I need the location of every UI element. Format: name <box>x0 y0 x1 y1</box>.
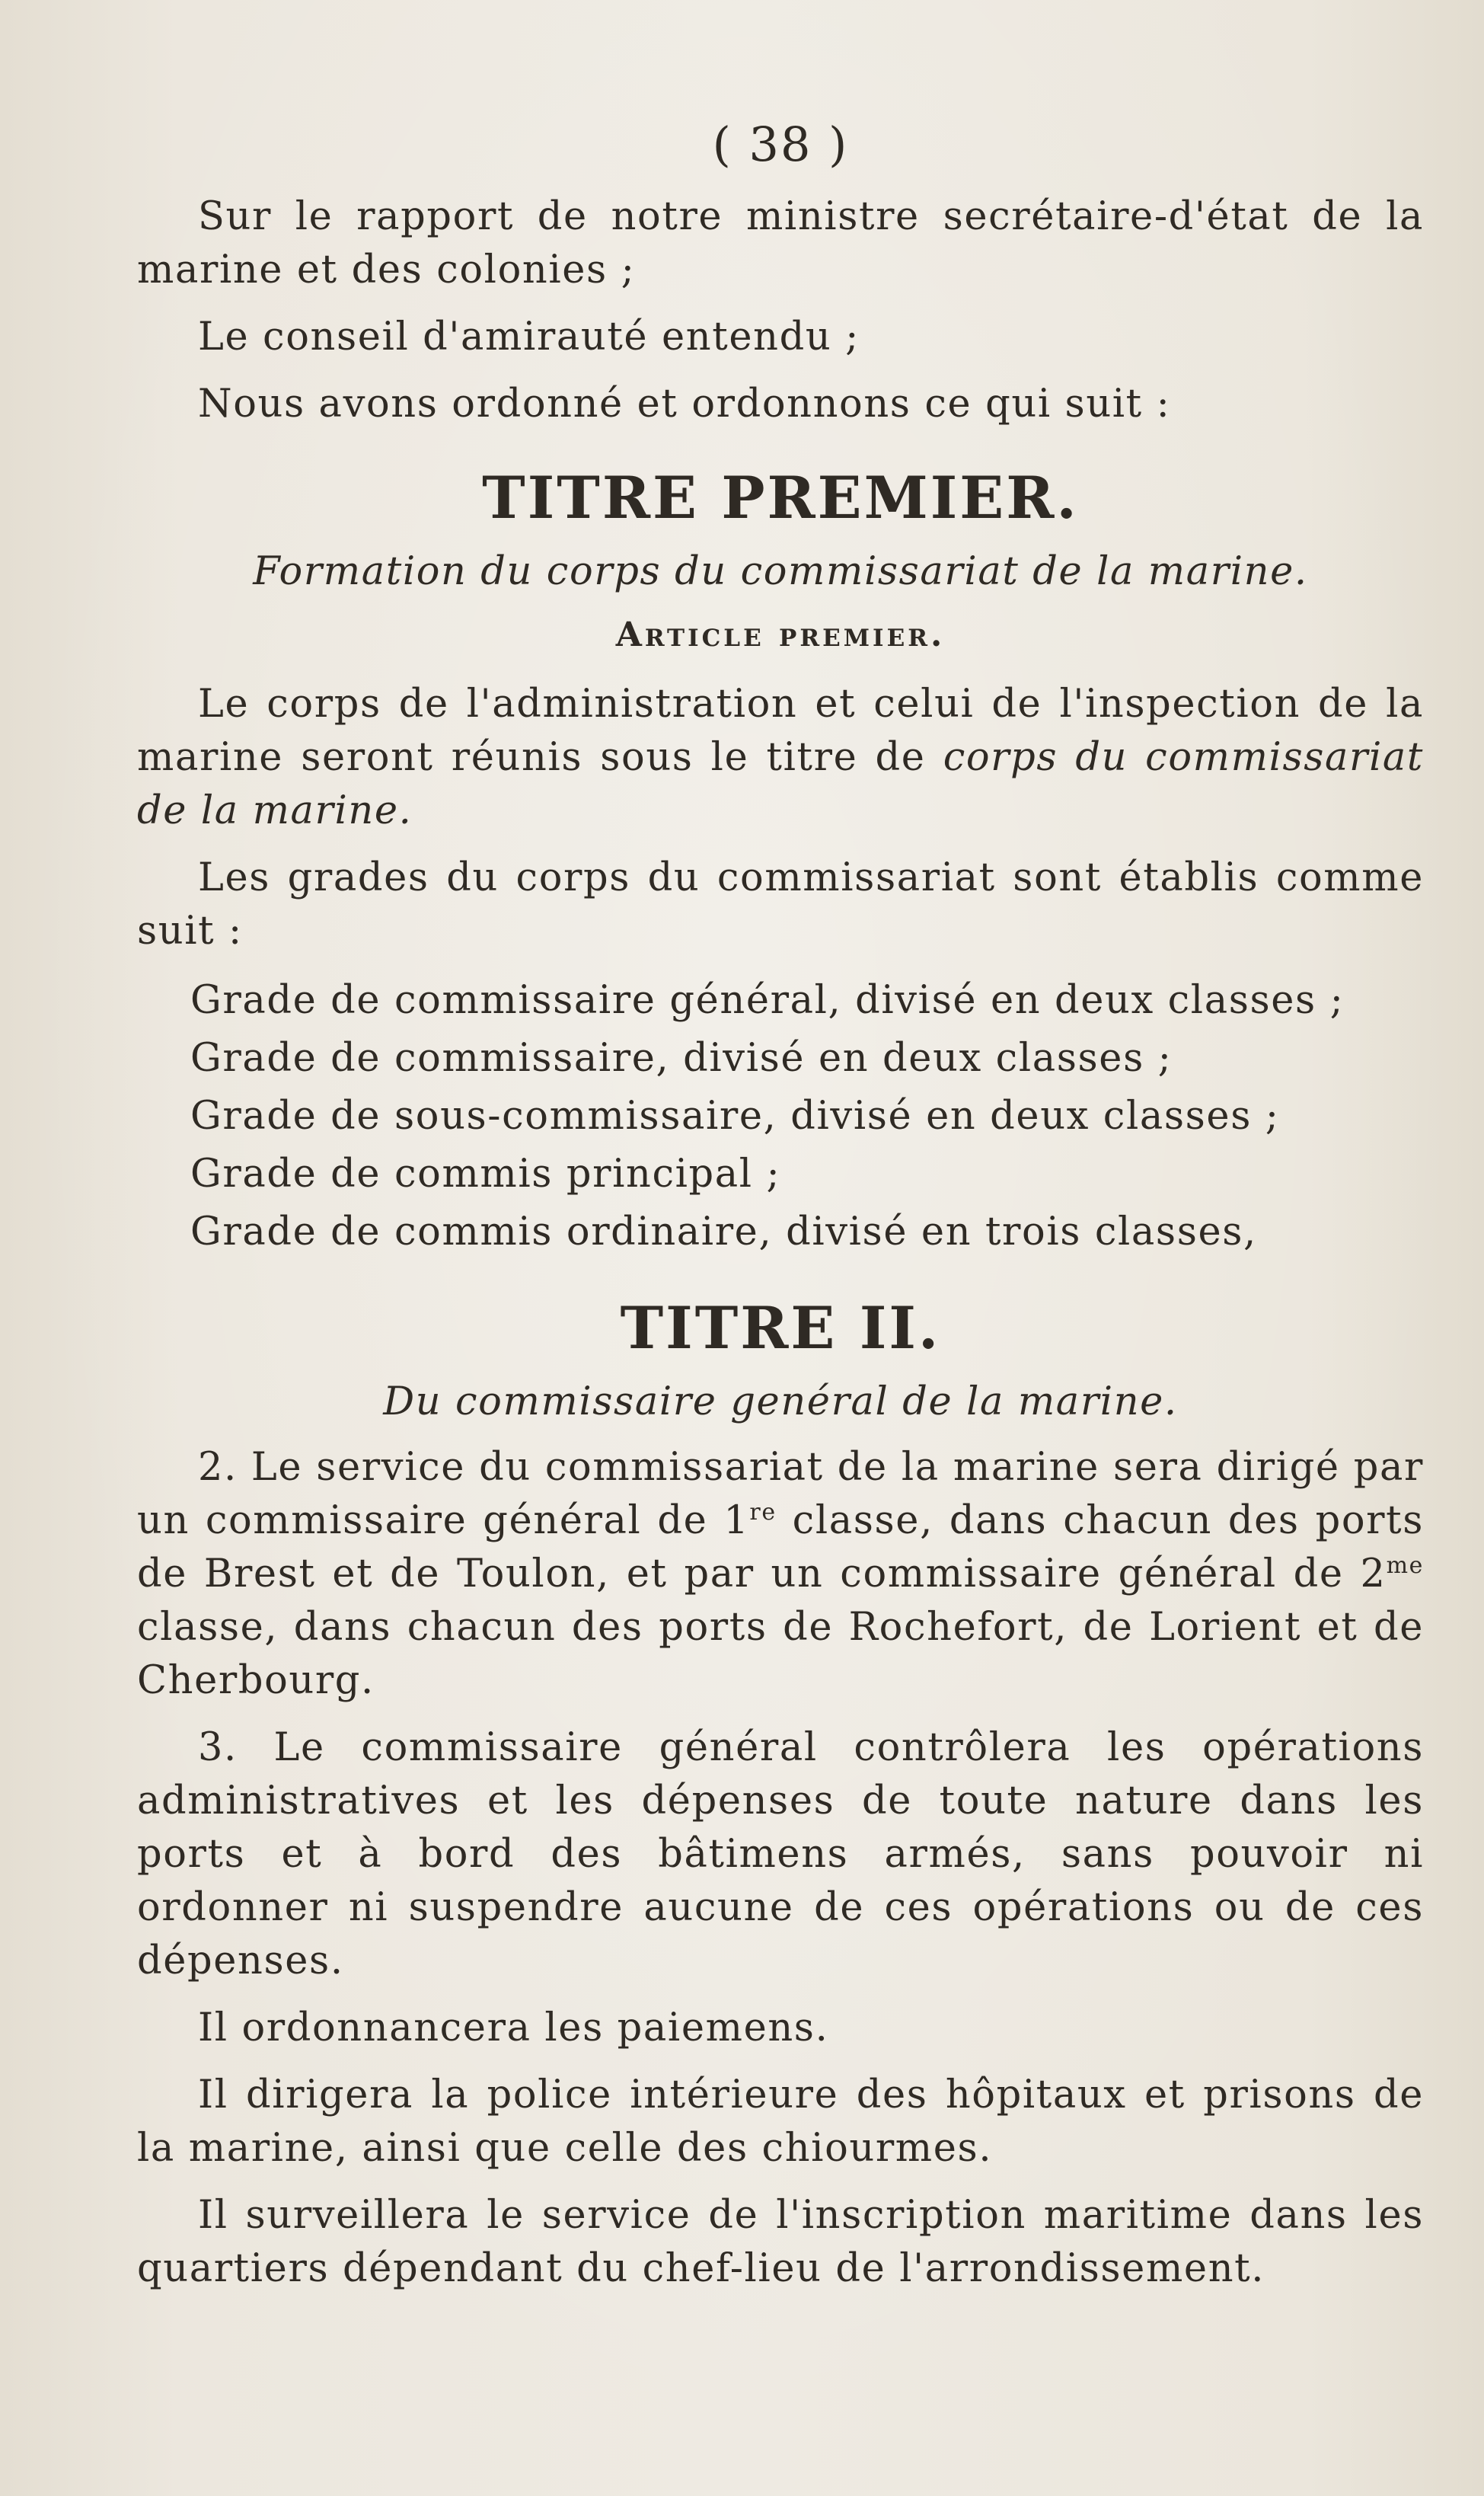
article-2-superscript-2: me <box>1386 1552 1424 1579</box>
paragraph-ordonnancera: Il ordonnancera les paiemens. <box>198 2005 829 2050</box>
article-2-text-b: classe, dans chacun des ports de Brest et de Toulon, et par un commissaire général de 2 <box>137 1498 1424 1596</box>
article-premier-heading: Article premier. <box>615 615 946 654</box>
paragraph-surveillera: Il surveillera le service de l'inscription maritime dans les quartiers dépendant du chef-lieu de l'arrondissement. <box>137 2193 1424 2291</box>
titre-premier-heading: TITRE PREMIER. <box>482 464 1079 532</box>
text-block <box>137 114 1424 2309</box>
page-number: ( 38 ) <box>712 117 849 172</box>
article-3-paragraph: 3. Le commissaire général contrôlera les opérations administratives et les dépenses de toute nature dans les ports et à bord des bâtimens armés, sans pouvoir ni ordonner ni suspendre aucune de ces opérations ou de ces dépenses. <box>137 1725 1424 1983</box>
titre-premier-subtitle: Formation du corps du commissariat de la marine. <box>253 549 1308 594</box>
intro-ordonnons: Nous avons ordonné et ordonnons ce qui suit : <box>198 382 1171 427</box>
article-2-paragraph <box>137 1441 1424 1708</box>
article-2-text-c: classe, dans chacun des ports de Rochefort, de Lorient et de Cherbourg. <box>137 1605 1424 1703</box>
grade-item: Grade de commis principal ; <box>190 1152 781 1197</box>
article-2-superscript-1: re <box>749 1499 777 1526</box>
article-1-italic: corps du commissariat de la marine. <box>137 735 1425 833</box>
grade-item: Grade de commis ordinaire, divisé en trois classes, <box>190 1210 1257 1254</box>
titre-ii-heading: TITRE II. <box>620 1294 941 1362</box>
grade-item: Grade de commissaire général, divisé en deux classes ; <box>190 978 1345 1023</box>
intro-conseil: Le conseil d'amirauté entendu ; <box>198 315 860 360</box>
grades-intro: Les grades du corps du commissariat sont établis comme suit : <box>137 855 1424 954</box>
article-2-text-a: 2. Le service du commissariat de la marine sera dirigé par un commissaire général de 1 <box>137 1445 1424 1543</box>
article-1-paragraph <box>137 678 1424 838</box>
article-1-text: Le corps de l'administration et celui de l'inspection de la marine seront réunis sous le titre de <box>137 682 1424 780</box>
paragraph-dirigera: Il dirigera la police intérieure des hôpitaux et prisons de la marine, ainsi que celle des chiourmes. <box>137 2073 1424 2171</box>
grade-item: Grade de sous-commissaire, divisé en deux classes ; <box>190 1094 1280 1139</box>
grade-item: Grade de commissaire, divisé en deux classes ; <box>190 1036 1173 1081</box>
titre-ii-subtitle: Du commissaire genéral de la marine. <box>383 1379 1178 1424</box>
intro-rapport: Sur le rapport de notre ministre secrétaire-d'état de la marine et des colonies ; <box>137 194 1424 292</box>
